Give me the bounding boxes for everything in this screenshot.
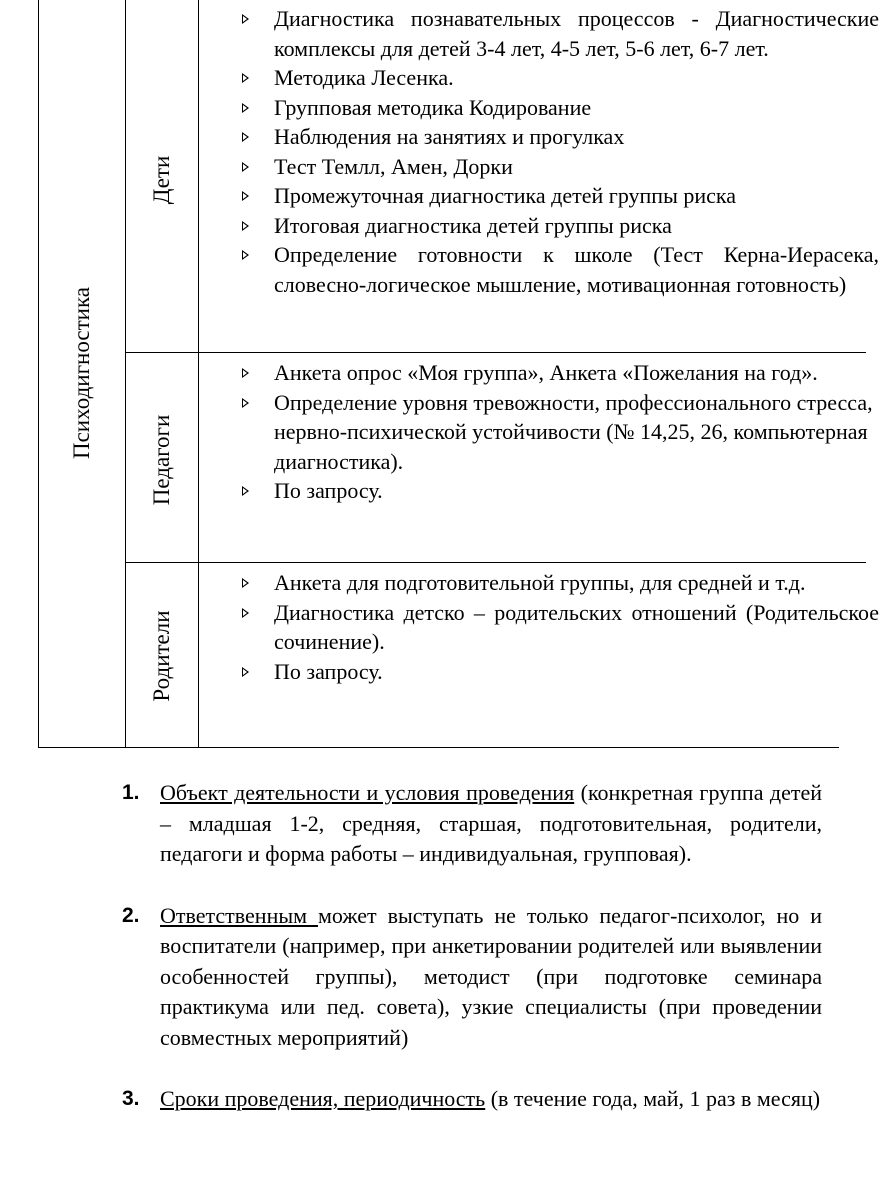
numbered-item: [122, 1084, 822, 1115]
psychodiagnostics-table: [38, 0, 879, 748]
item-heading: Ответственным: [160, 902, 318, 928]
list-item: Определение готовности к школе (Тест Керна-Иерасека, словесно-логическое мышление, мотивационная готовность): [239, 240, 879, 299]
row-label-parents: Родители: [149, 610, 174, 702]
item-heading: Объект деятельности и условия проведения: [160, 780, 575, 805]
triangle-bullet-icon: [242, 132, 249, 142]
list-item: Диагностика познавательных процессов - Диагностические комплексы для детей 3-4 лет, 4-5 лет, 5-6 лет, 6-7 лет.: [239, 4, 879, 63]
item-text: может выступать не только педагог-психолог, но и воспитатели (например, при анкетировании родителей или выявлении особенностей группы), методист (при подготовке семинара практикума или пед. совета), узкие специалисты (при проведении совместных мероприятий): [160, 902, 822, 1050]
triangle-bullet-icon: [242, 368, 249, 378]
numbered-item: [122, 901, 822, 1054]
triangle-bullet-icon: [242, 398, 249, 408]
list-item: Итоговая диагностика детей группы риска: [239, 211, 879, 241]
triangle-bullet-icon: [242, 14, 249, 24]
list-item: Определение уровня тревожности, профессионального стресса, нервно-психической устойчивости (№ 14,25, 26, компьютерная диагностика).: [239, 388, 879, 477]
parents-cell: [239, 568, 879, 686]
triangle-bullet-icon: [242, 667, 249, 677]
list-item: Наблюдения на занятиях и прогулках: [239, 122, 879, 152]
children-cell: [239, 4, 879, 299]
triangle-bullet-icon: [242, 250, 249, 260]
section-label: Психодигностика: [69, 286, 94, 460]
item-text: (конкретная группа детей – младшая 1-2, средняя, старшая, подготовительная, родители, педагоги и форма работы – индивидуальная, групповая).: [160, 780, 822, 866]
list-item: По запросу.: [239, 476, 879, 506]
list-item: Групповая методика Кодирование: [239, 93, 879, 123]
row-divider: [126, 352, 866, 353]
row-label-children: Дети: [149, 155, 174, 205]
list-item: Методика Лесенка.: [239, 63, 879, 93]
triangle-bullet-icon: [242, 73, 249, 83]
triangle-bullet-icon: [242, 221, 249, 231]
triangle-bullet-icon: [242, 578, 249, 588]
triangle-bullet-icon: [242, 486, 249, 496]
item-heading: Сроки проведения, периодичность: [160, 1086, 486, 1111]
list-item: Анкета опрос «Моя группа», Анкета «Пожелания на год».: [239, 358, 879, 388]
numbered-list: [122, 778, 822, 1146]
triangle-bullet-icon: [242, 162, 249, 172]
list-item: Диагностика детско – родительских отношений (Родительское сочинение).: [239, 598, 879, 657]
row-label-teachers: Педагоги: [149, 414, 174, 506]
item-number: 2.: [122, 903, 140, 927]
triangle-bullet-icon: [242, 191, 249, 201]
numbered-item: [122, 778, 822, 870]
teachers-cell: [239, 358, 879, 506]
list-item: По запросу.: [239, 657, 879, 687]
list-item: Анкета для подготовительной группы, для средней и т.д.: [239, 568, 879, 598]
audience-column: [126, 0, 199, 747]
list-item: Тест Темлл, Амен, Дорки: [239, 152, 879, 182]
item-number: 1.: [122, 781, 140, 804]
list-item: Промежуточная диагностика детей группы риска: [239, 181, 879, 211]
section-column: [39, 0, 126, 747]
triangle-bullet-icon: [242, 608, 249, 618]
item-number: 3.: [122, 1087, 140, 1110]
row-divider: [126, 562, 866, 563]
item-text: (в течение года, май, 1 раз в месяц): [485, 1086, 821, 1111]
triangle-bullet-icon: [242, 103, 249, 113]
